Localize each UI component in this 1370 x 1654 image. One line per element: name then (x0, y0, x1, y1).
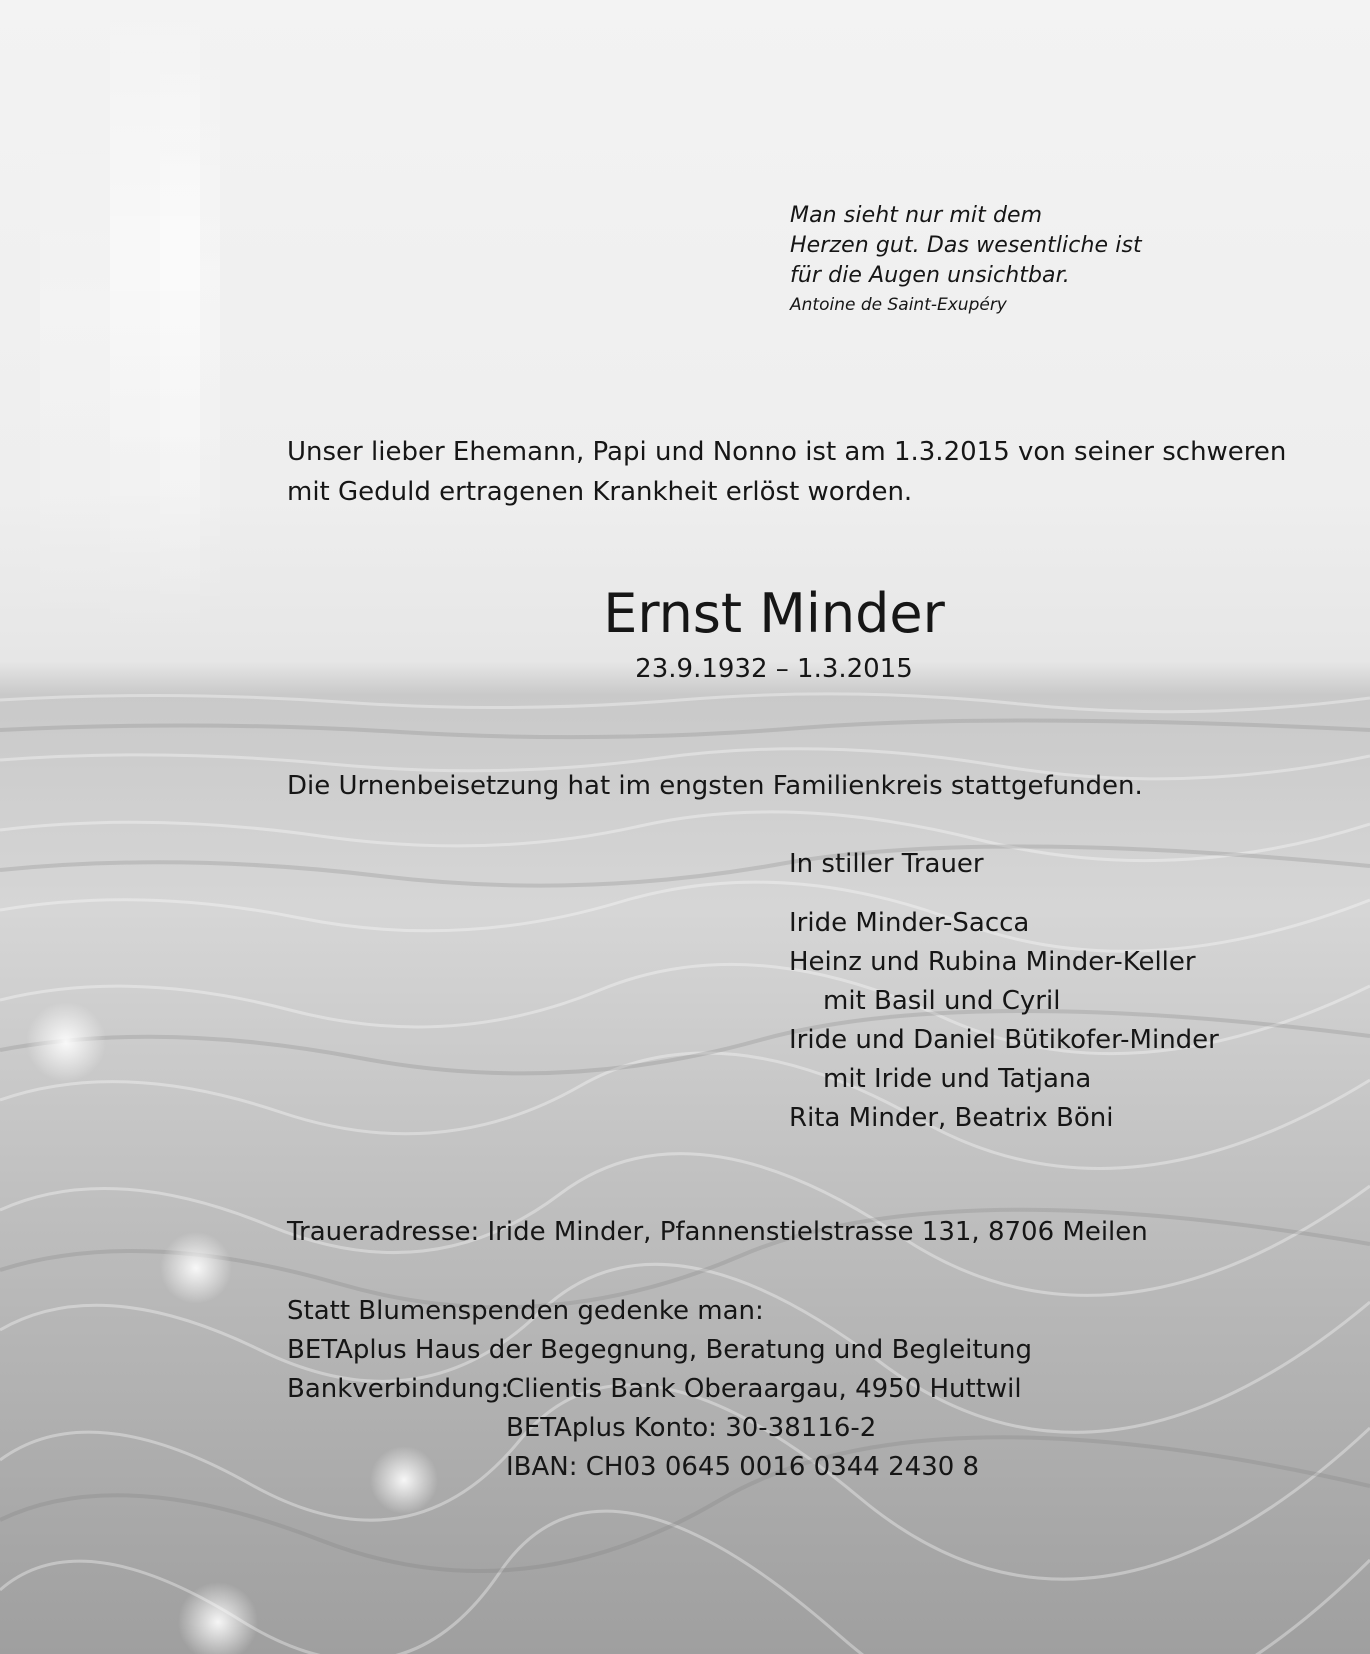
mourning-address: Traueradresse: Iride Minder, Pfannenstielstrasse 131, 8706 Meilen (287, 1217, 1148, 1247)
intro-line: Unser lieber Ehemann, Papi und Nonno ist am 1.3.2015 von seiner schweren (287, 437, 1287, 467)
deceased-name: Ernst Minder (603, 582, 945, 645)
bank-iban: IBAN: CH03 0645 0016 0344 2430 8 (506, 1452, 980, 1482)
donations-organization: BETAplus Haus der Begegnung, Beratung und Begleitung (287, 1335, 1032, 1365)
motto-line: Man sieht nur mit dem (790, 203, 1043, 228)
donations-section (287, 1292, 1032, 1487)
life-dates: 23.9.1932 – 1.3.2015 (635, 654, 913, 684)
family-list (789, 904, 1219, 1138)
bank-label: Bankverbindung: (287, 1374, 510, 1404)
bank-name: Clientis Bank Oberaargau, 4950 Huttwil (506, 1374, 1022, 1404)
motto-author: Antoine de Saint-Exupéry (790, 295, 1007, 315)
donations-intro: Statt Blumenspenden gedenke man: (287, 1296, 764, 1326)
intro-paragraph (287, 432, 1287, 512)
intro-line: mit Geduld ertragenen Krankheit erlöst worden. (287, 477, 913, 507)
motto-line: Herzen gut. Das wesentliche ist (790, 233, 1142, 258)
family-member-children: mit Basil und Cyril (823, 986, 1061, 1016)
burial-note: Die Urnenbeisetzung hat im engsten Familienkreis stattgefunden. (287, 771, 1143, 801)
family-member: Rita Minder, Beatrix Böni (789, 1103, 1114, 1133)
bank-account: BETAplus Konto: 30-38116-2 (506, 1413, 877, 1443)
motto-line: für die Augen unsichtbar. (790, 263, 1070, 288)
family-member: Iride und Daniel Bütikofer-Minder (789, 1025, 1219, 1055)
motto-quote (790, 201, 1142, 291)
bank-connection (287, 1370, 1032, 1409)
family-member-children: mit Iride und Tatjana (823, 1064, 1092, 1094)
family-member: Iride Minder-Sacca (789, 908, 1030, 938)
mourning-heading: In stiller Trauer (789, 849, 984, 879)
family-member: Heinz und Rubina Minder-Keller (789, 947, 1196, 977)
